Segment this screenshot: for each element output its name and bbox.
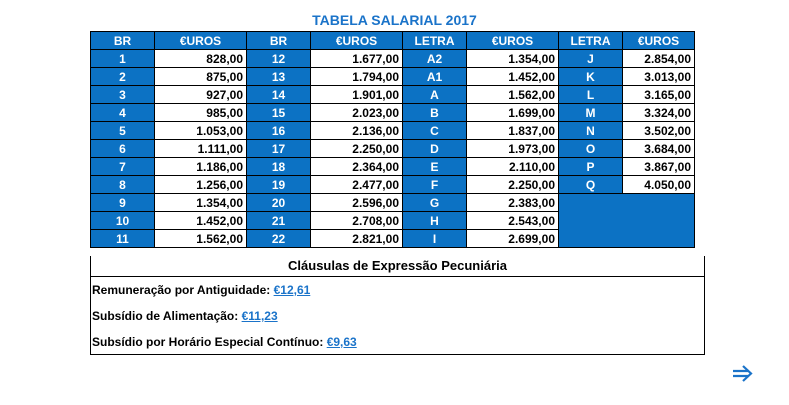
amount-cell: 2.383,00 [467, 194, 559, 212]
grade-cell: 13 [247, 68, 311, 86]
amount-cell: 2.110,00 [467, 158, 559, 176]
amount-cell: 2.821,00 [311, 230, 403, 248]
amount-cell: 1.562,00 [467, 86, 559, 104]
grade-cell: A1 [403, 68, 467, 86]
page-title: TABELA SALARIAL 2017 [312, 12, 477, 28]
amount-cell: 1.837,00 [467, 122, 559, 140]
amount-cell: 875,00 [155, 68, 247, 86]
clausula-label: Subsídio de Alimentação: [92, 309, 239, 323]
grade-cell: E [403, 158, 467, 176]
amount-cell: 2.854,00 [623, 50, 695, 68]
amount-cell: 927,00 [155, 86, 247, 104]
grade-cell: B [403, 104, 467, 122]
grade-cell: 14 [247, 86, 311, 104]
grade-cell: N [559, 122, 623, 140]
amount-cell: 1.186,00 [155, 158, 247, 176]
amount-cell: 3.165,00 [623, 86, 695, 104]
grade-cell: 1 [91, 50, 155, 68]
grade-cell: 16 [247, 122, 311, 140]
grade-cell: 3 [91, 86, 155, 104]
col-header-euros-4: €UROS [623, 32, 695, 50]
empty-block [559, 194, 695, 248]
amount-cell: 2.477,00 [311, 176, 403, 194]
grade-cell: 7 [91, 158, 155, 176]
grade-cell: 4 [91, 104, 155, 122]
grade-cell: 15 [247, 104, 311, 122]
clausulas-section [90, 256, 705, 355]
grade-cell: P [559, 158, 623, 176]
amount-cell: 1.256,00 [155, 176, 247, 194]
grade-cell: H [403, 212, 467, 230]
amount-cell: 3.684,00 [623, 140, 695, 158]
clausula-value-link[interactable]: €11,23 [241, 309, 278, 323]
col-header-euros-2: €UROS [311, 32, 403, 50]
table-header-row [91, 32, 695, 50]
grade-cell: 18 [247, 158, 311, 176]
amount-cell: 2.596,00 [311, 194, 403, 212]
amount-cell: 1.053,00 [155, 122, 247, 140]
table-row [91, 176, 695, 194]
grade-cell: 21 [247, 212, 311, 230]
grade-cell: A [403, 86, 467, 104]
amount-cell: 4.050,00 [623, 176, 695, 194]
col-header-letra-1: LETRA [403, 32, 467, 50]
grade-cell: 10 [91, 212, 155, 230]
amount-cell: 3.867,00 [623, 158, 695, 176]
grade-cell: Q [559, 176, 623, 194]
col-header-br-1: BR [91, 32, 155, 50]
table-row [91, 104, 695, 122]
grade-cell: 5 [91, 122, 155, 140]
table-row [91, 122, 695, 140]
amount-cell: 1.111,00 [155, 140, 247, 158]
col-header-br-2: BR [247, 32, 311, 50]
clausula-antiguidade [91, 277, 704, 303]
amount-cell: 2.023,00 [311, 104, 403, 122]
grade-cell: D [403, 140, 467, 158]
amount-cell: 1.562,00 [155, 230, 247, 248]
amount-cell: 2.543,00 [467, 212, 559, 230]
amount-cell: 1.973,00 [467, 140, 559, 158]
amount-cell: 985,00 [155, 104, 247, 122]
amount-cell: 3.502,00 [623, 122, 695, 140]
amount-cell: 2.250,00 [467, 176, 559, 194]
amount-cell: 2.708,00 [311, 212, 403, 230]
amount-cell: 2.250,00 [311, 140, 403, 158]
grade-cell: I [403, 230, 467, 248]
clausula-value-link[interactable]: €9,63 [326, 335, 357, 349]
grade-cell: K [559, 68, 623, 86]
amount-cell: 2.136,00 [311, 122, 403, 140]
clausula-label: Subsídio por Horário Especial Contínuo: [92, 335, 324, 349]
grade-cell: A2 [403, 50, 467, 68]
table-row [91, 158, 695, 176]
clausula-alimentacao [91, 303, 704, 329]
grade-cell: 8 [91, 176, 155, 194]
grade-cell: 11 [91, 230, 155, 248]
amount-cell: 1.354,00 [467, 50, 559, 68]
amount-cell: 3.324,00 [623, 104, 695, 122]
col-header-euros-1: €UROS [155, 32, 247, 50]
grade-cell: 22 [247, 230, 311, 248]
grade-cell: M [559, 104, 623, 122]
grade-cell: 20 [247, 194, 311, 212]
table-row [91, 68, 695, 86]
amount-cell: 1.452,00 [467, 68, 559, 86]
amount-cell: 1.794,00 [311, 68, 403, 86]
amount-cell: 1.699,00 [467, 104, 559, 122]
clausula-value-link[interactable]: €12,61 [273, 283, 311, 297]
col-header-euros-3: €UROS [467, 32, 559, 50]
table-row [91, 140, 695, 158]
grade-cell: 12 [247, 50, 311, 68]
grade-cell: F [403, 176, 467, 194]
clausulas-title: Cláusulas de Expressão Pecuniária [91, 256, 704, 277]
amount-cell: 1.452,00 [155, 212, 247, 230]
grade-cell: 19 [247, 176, 311, 194]
grade-cell: O [559, 140, 623, 158]
grade-cell: 17 [247, 140, 311, 158]
grade-cell: 2 [91, 68, 155, 86]
arrow-right-icon[interactable] [731, 364, 753, 384]
amount-cell: 828,00 [155, 50, 247, 68]
amount-cell: 1.354,00 [155, 194, 247, 212]
amount-cell: 2.364,00 [311, 158, 403, 176]
clausula-horario-especial [91, 329, 704, 355]
grade-cell: J [559, 50, 623, 68]
amount-cell: 1.901,00 [311, 86, 403, 104]
amount-cell: 3.013,00 [623, 68, 695, 86]
grade-cell: 6 [91, 140, 155, 158]
table-row [91, 194, 695, 212]
grade-cell: 9 [91, 194, 155, 212]
grade-cell: G [403, 194, 467, 212]
salary-table [90, 31, 695, 248]
grade-cell: C [403, 122, 467, 140]
amount-cell: 2.699,00 [467, 230, 559, 248]
col-header-letra-2: LETRA [559, 32, 623, 50]
table-row [91, 50, 695, 68]
amount-cell: 1.677,00 [311, 50, 403, 68]
table-row [91, 86, 695, 104]
grade-cell: L [559, 86, 623, 104]
clausula-label: Remuneração por Antiguidade: [92, 283, 271, 297]
